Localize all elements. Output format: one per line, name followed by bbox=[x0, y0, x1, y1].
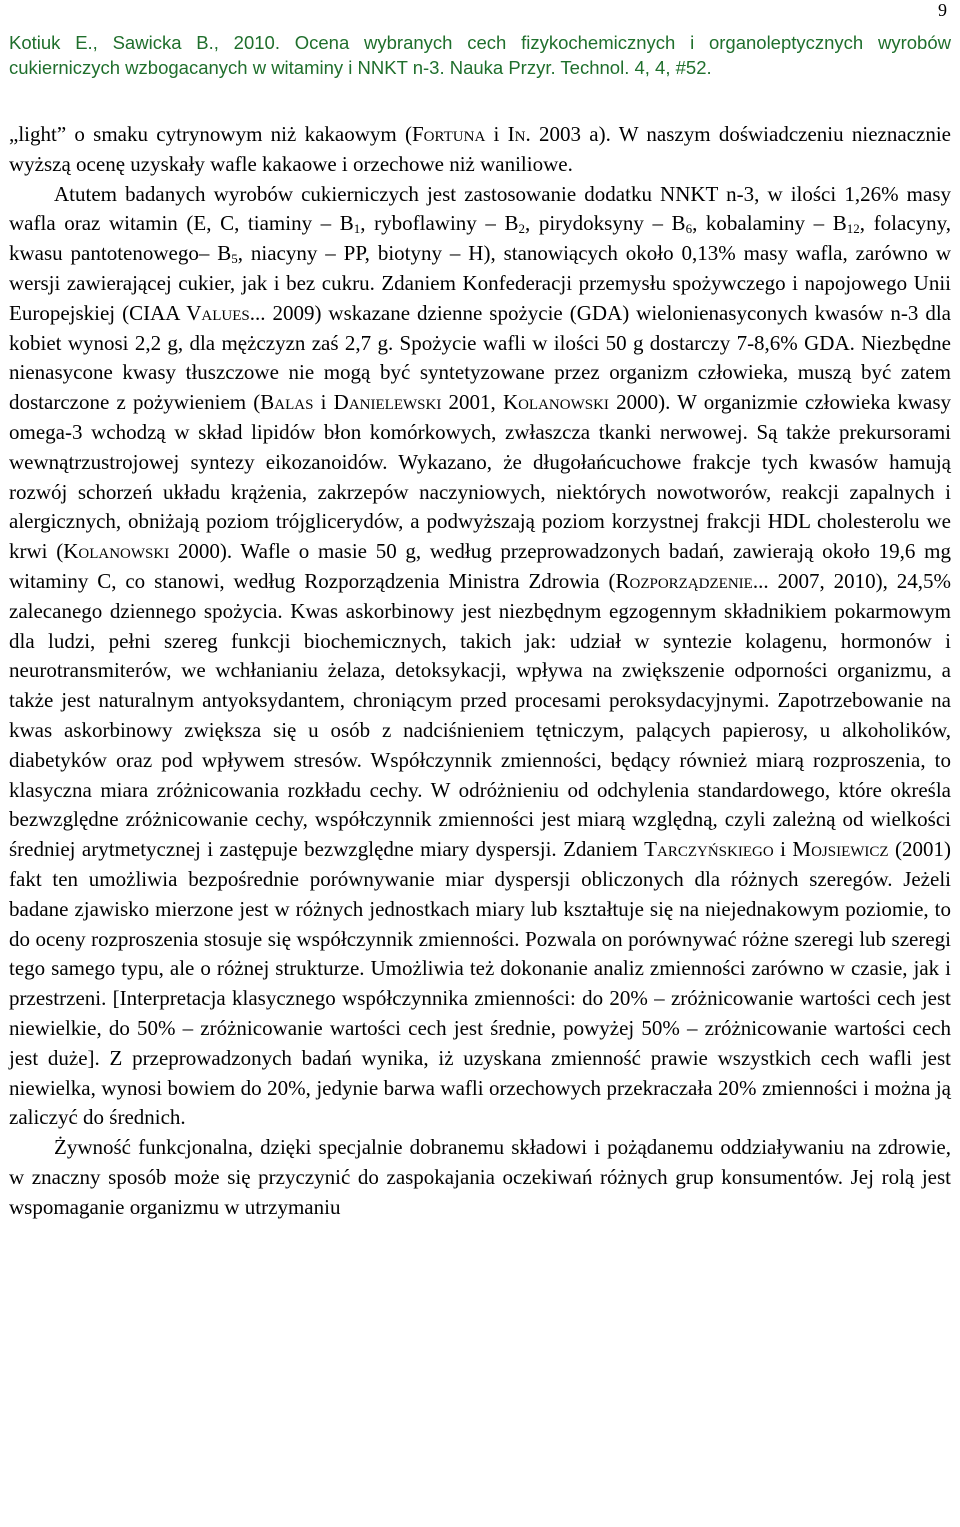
author-name-kolanowski: Kolanowski bbox=[63, 539, 170, 564]
subscript: 6 bbox=[685, 221, 693, 237]
citation-rozporzadzenie: Rozporządzenie bbox=[615, 568, 753, 593]
paragraph-functional-food: Żywność funkcjonalna, dzięki specjalnie dobranemu składowi i pożądanemu oddziaływaniu na zdrowie, w znaczny sposób może się przyczynić do zaspokajania oczekiwań różnych grup konsumentów. Jej rolą jest wspomaganie organizmu w utrzymaniu bbox=[9, 1135, 951, 1219]
paragraph-main bbox=[9, 180, 951, 1134]
author-name-tarczynski: Tarczyńskiego bbox=[644, 837, 774, 862]
author-name-balas: Balas bbox=[260, 390, 314, 415]
author-name-mojsiewicz: Mojsiewicz bbox=[792, 837, 889, 862]
running-header-citation: Kotiuk E., Sawicka B., 2010. Ocena wybranych cech fizykochemicznych i organoleptycznych wyrobów cukierniczych wzbogacanych w witaminy i NNKT n-3. Nauka Przyr. Technol. 4, 4, #52. bbox=[9, 32, 951, 78]
subscript: 1 bbox=[353, 221, 361, 237]
text-run: ... 2009) wskazane dzienne spożycie (GDA) wielonienasyconych kwasów n-3 dla kobiet wynosi 2,2 g, dla mężczyzn zaś 2,7 g. Spożycie wafli w ilości 50 g dostarczy 7-8,6% GDA. Niezbędne nienasycone kwasy tłuszczowe nie mogą być syntetyzowane przez organizm człowieka, muszą być zatem dostarczone z pożywieniem ( bbox=[9, 300, 951, 415]
author-name-fortuna: Fortuna bbox=[412, 122, 486, 146]
text-run: 2000). W organizmie człowieka kwasy omega-3 wchodzą w skład lipidów błon komórkowych, zwłaszcza tkanki nerwowej. Są także prekursorami wewnątrzustrojowej syntezy eikozanoidów. Wykazano, że długołańcuchowe frakcje tych kwasów hamują rozwój schorzeń układu krążenia, zakrzepów naczyniowych, niektórych nowotworów, reakcji zapalnych i alergicznych, obniżają poziom trójglicerydów, a podwyższają poziom korzystnej frakcji HDL cholesterolu we krwi ( bbox=[9, 390, 951, 564]
author-name-danielewski: Danielewski bbox=[333, 390, 442, 415]
text-run: , pirydoksyny – B bbox=[525, 211, 686, 236]
text-run: „light” o smaku cytrynowym niż kakaowym ( bbox=[9, 122, 412, 146]
text-run: (2001) fakt ten umożliwia bezpośrednie porównywanie miar dyspersji obliczonych dla różnych szeregów. Jeżeli badane zjawisko mierzone jest w różnych jednostkach miary lub kształtuje się na niejednakowym poziomie, to do oceny rozproszenia stosuje się współczynnik zmienności. Pozwala on porównywać różne szeregi lub szeregi tego samego typu, ale o różnej strukturze. Umożliwia też dokonanie analiz zmienności zarówno w czasie, jak i przestrzeni. [Interpretacja klasycznego współczynnika zmienności: do 20% – zróżnicowanie wartości cech jest niewielkie, do 50% – zróżnicowanie wartości cech jest średnie, powyżej 50% – zróżnicowanie wartości cech jest duże]. Z przeprowadzonych badań wynika, iż uzyskana zmienność prawie wszystkich cech wafli jest niewielka, wynosi bowiem do 20%, jedynie barwa wafli orzechowych przekraczała 20% zmienności i można ją zaliczyć do średnich. bbox=[9, 837, 951, 1130]
text-run: i bbox=[313, 390, 334, 415]
subscript: 5 bbox=[231, 251, 238, 267]
subscript: 12 bbox=[846, 221, 860, 237]
text-run: , niacyny – PP, biotyny – H), stanowiących około 0,13% masy wafla, zarówno w wersji zawierającej cukier, jak i bez cukru. Zdaniem Konfederacji przemysłu spożywczego i napojowego Unii Europejskiej (CIAA bbox=[9, 241, 951, 325]
body-text bbox=[9, 120, 951, 1222]
text-run: 2000). Wafle o masie 50 g, według przeprowadzonych badań, zawierają około 19,6 mg witaminy C, co stanowi, według Rozporządzenia Ministra Zdrowia ( bbox=[9, 539, 951, 593]
text-run: i bbox=[773, 837, 793, 862]
author-name-in: In bbox=[507, 122, 526, 146]
citation-values: Values bbox=[186, 300, 250, 325]
text-run: , kobalaminy – B bbox=[692, 211, 847, 236]
page-number: 9 bbox=[938, 0, 947, 20]
text-run: Atutem badanych wyrobów cukierniczych jest zastosowanie dodatku NNKT n-3, w ilości 1,26% masy wafla oraz witamin (E, C, tiaminy – B bbox=[9, 181, 951, 236]
author-name-kolanowski: Kolanowski bbox=[502, 390, 609, 415]
subscript: 2 bbox=[518, 221, 525, 237]
text-run: , ryboflawiny – B bbox=[360, 211, 519, 236]
paragraph-continued bbox=[9, 120, 951, 180]
text-run: . 2003 a). W naszym doświadczeniu nieznacznie wyższą ocenę uzyskały wafle kakaowe i orzechowe niż waniliowe. bbox=[9, 122, 951, 176]
text-run: ... 2007, 2010), 24,5% zalecanego dziennego spożycia. Kwas askorbinowy jest niezbędnym egzogennym składnikiem pokarmowym dla ludzi, pełni szereg funkcji biochemicznych, takich jak: udział w syntezie kolagenu, hormonów i neurotransmiterów, we wchłanianiu żelaza, detoksykacji, wpływa na zwiększenie odporności organizmu, a także jest naturalnym antyoksydantem, chroniącym przed procesami peroksydacyjnymi. Zapotrzebowanie na kwas askorbinowy zwiększa się u osób z nadciśnieniem tętniczym, palących papierosy, u alkoholików, diabetyków oraz pod wpływem stresów. Współczynnik zmienności, będący również miarą rozproszenia, to klasyczna miara zróżnicowania rozkładu cechy. W odróżnieniu od odchylenia standardowego, które określa bezwzględne zróżnicowanie cechy, współczynnik zmienności jest miarą względną, czyli zależną od wielkości średniej arytmetycznej i zastępuje bezwzględne miary dyspersji. Zdaniem bbox=[9, 568, 951, 862]
text-run: i bbox=[485, 122, 508, 146]
text-run: 2001, bbox=[441, 390, 503, 415]
text-run: , folacyny, kwasu pantotenowego– B bbox=[9, 211, 951, 266]
